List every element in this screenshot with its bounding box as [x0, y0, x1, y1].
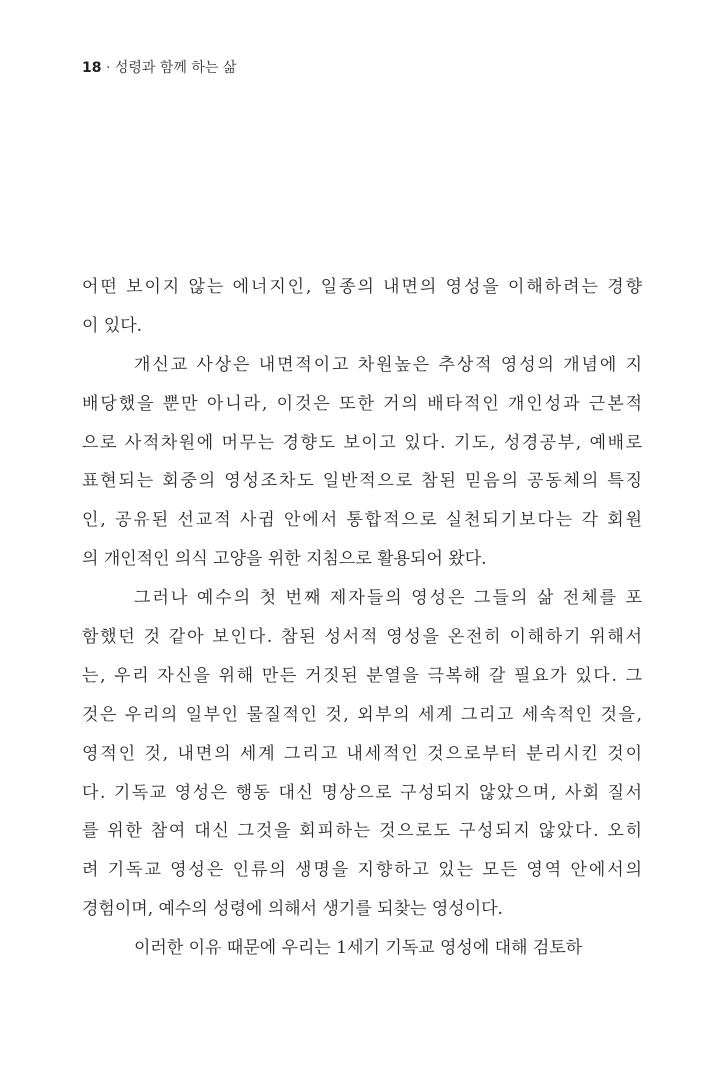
running-header	[82, 57, 236, 77]
text-line: 경험이며, 예수의 성령에 의해서 생기를 되찾는 영성이다.	[82, 899, 503, 920]
header-separator: ·	[105, 60, 111, 76]
text-line: 는, 우리 자신을 위해 만든 거짓된 분열을 극복해 갈 필요가 있다. 그	[82, 665, 644, 686]
text-line: 이러한 이유 때문에 우리는 1세기 기독교 영성에 대해 검토하	[134, 938, 583, 959]
text-line: 배당했을 뿐만 아니라, 이것은 또한 거의 배타적인 개인성과 근본적	[82, 393, 644, 414]
text-line: 으로 사적차원에 머무는 경향도 보이고 있다. 기도, 성경공부, 예배로	[82, 432, 644, 453]
text-line: 다. 기독교 영성은 행동 대신 명상으로 구성되지 않았으며, 사회 질서	[82, 782, 644, 803]
text-line: 를 위한 참여 대신 그것을 회피하는 것으로도 구성되지 않았다. 오히	[82, 821, 644, 842]
text-line: 것은 우리의 일부인 물질적인 것, 외부의 세계 그리고 세속적인 것을,	[82, 704, 644, 725]
text-line: 의 개인적인 의식 고양을 위한 지침으로 활용되어 왔다.	[82, 549, 487, 570]
text-line: 인, 공유된 선교적 사귐 안에서 통합적으로 실천되기보다는 각 회원	[82, 510, 644, 531]
book-title: 성령과 함께 하는 삶	[114, 60, 237, 76]
body-text	[82, 268, 645, 968]
text-line: 어떤 보이지 않는 에너지인, 일종의 내면의 영성을 이해하려는 경향	[82, 277, 644, 297]
text-line: 그러나 예수의 첫 번째 제자들의 영성은 그들의 삶 전체를 포	[134, 588, 645, 609]
text-line: 려 기독교 영성은 인류의 생명을 지향하고 있는 모든 영역 안에서의	[82, 860, 644, 881]
text-line: 개신교 사상은 내면적이고 차원높은 추상적 영성의 개념에 지	[134, 354, 644, 375]
text-line: 함했던 것 같아 보인다. 참된 성서적 영성을 온전히 이해하기 위해서	[82, 627, 644, 648]
text-line: 영적인 것, 내면의 세계 그리고 내세적인 것으로부터 분리시킨 것이	[82, 743, 644, 764]
page-number: 18	[82, 60, 102, 76]
text-line: 이 있다.	[82, 315, 143, 336]
text-line: 표현되는 회중의 영성조차도 일반적으로 참된 믿음의 공동체의 특징	[82, 471, 644, 492]
